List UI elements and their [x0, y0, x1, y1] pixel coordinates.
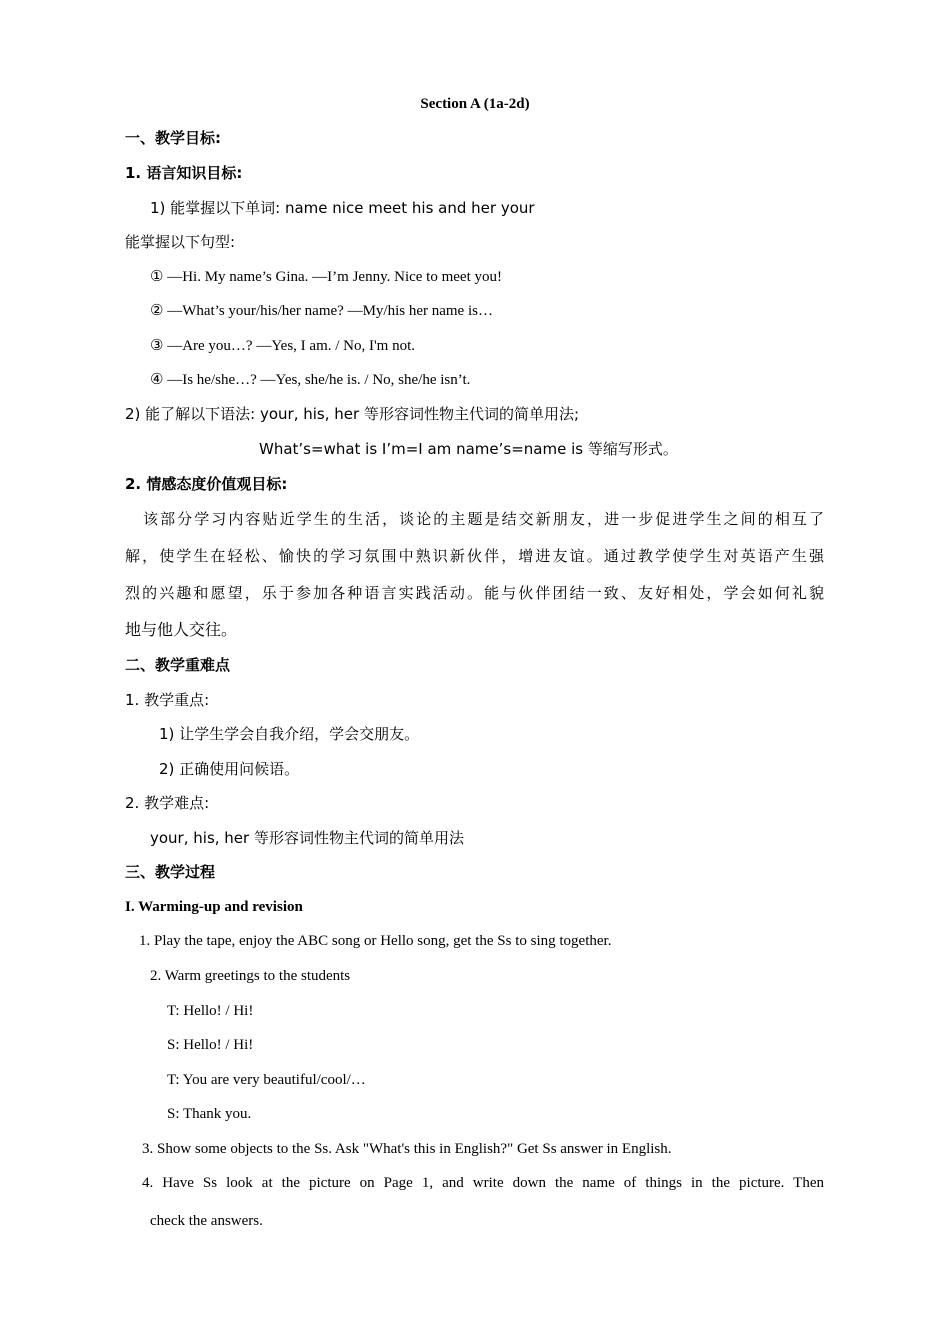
- step-item-continuation: check the answers.: [150, 1213, 263, 1229]
- attitude-paragraph-line: 解，使学生在轻松、愉快的学习氛围中熟识新伙伴，增进友谊。通过教学使学生对英语产生强: [125, 547, 824, 565]
- section-heading-teaching-process: 三、教学过程: [125, 863, 216, 881]
- subheading-language-objectives: 1. 语言知识目标:: [125, 164, 243, 182]
- difficult-points-label: 2. 教学难点:: [125, 794, 210, 812]
- key-point-item: 2) 正确使用问候语。: [159, 760, 300, 778]
- vocabulary-line: 1) 能掌握以下单词: name nice meet his and her your: [150, 199, 535, 217]
- sentence-patterns-label: 能掌握以下句型:: [125, 233, 236, 251]
- pattern-item: ④ —Is he/she…? —Yes, she/he is. / No, she/he isn’t.: [150, 372, 471, 388]
- step-heading-warming-up: I. Warming-up and revision: [125, 899, 303, 915]
- pattern-item: ① —Hi. My name’s Gina. —I’m Jenny. Nice to meet you!: [150, 269, 502, 285]
- step-item: 2. Warm greetings to the students: [150, 968, 351, 984]
- pattern-item: ② —What’s your/his/her name? —My/his her name is…: [150, 303, 493, 319]
- dialogue-line: T: Hello! / Hi!: [167, 1003, 254, 1019]
- dialogue-line: S: Thank you.: [167, 1106, 252, 1122]
- section-heading-objectives: 一、教学目标:: [125, 129, 221, 147]
- subheading-attitude-objectives: 2. 情感态度价值观目标:: [125, 475, 288, 493]
- step-item: 4. Have Ss look at the picture on Page 1, and write down the name of things in the picture. Then: [142, 1175, 824, 1191]
- attitude-paragraph-line: 该部分学习内容贴近学生的生活，谈论的主题是结交新朋友，进一步促进学生之间的相互了: [143, 510, 824, 528]
- key-point-item: 1) 让学生学会自我介绍，学会交朋友。: [159, 725, 420, 743]
- section-heading-key-points: 二、教学重难点: [125, 656, 231, 674]
- pattern-item: ③ —Are you…? —Yes, I am. / No, I'm not.: [150, 338, 416, 354]
- dialogue-line: T: You are very beautiful/cool/…: [167, 1072, 366, 1088]
- document-title: Section A (1a-2d): [420, 96, 530, 112]
- step-item: 3. Show some objects to the Ss. Ask "What's this in English?" Get Ss answer in English.: [142, 1141, 672, 1157]
- contractions-line: What’s=what is I’m=I am name’s=name is 等缩写形式。: [259, 440, 678, 458]
- step-item: 1. Play the tape, enjoy the ABC song or Hello song, get the Ss to sing together.: [139, 933, 612, 949]
- difficult-points-text: your, his, her 等形容词性物主代词的简单用法: [150, 829, 464, 847]
- attitude-paragraph-line: 地与他人交往。: [125, 620, 238, 639]
- dialogue-line: S: Hello! / Hi!: [167, 1037, 254, 1053]
- grammar-line: 2) 能了解以下语法: your, his, her 等形容词性物主代词的简单用法;: [125, 405, 580, 423]
- attitude-paragraph-line: 烈的兴趣和愿望，乐于参加各种语言实践活动。能与伙伴团结一致、友好相处，学会如何礼貌: [125, 584, 824, 602]
- key-points-label: 1. 教学重点:: [125, 691, 210, 709]
